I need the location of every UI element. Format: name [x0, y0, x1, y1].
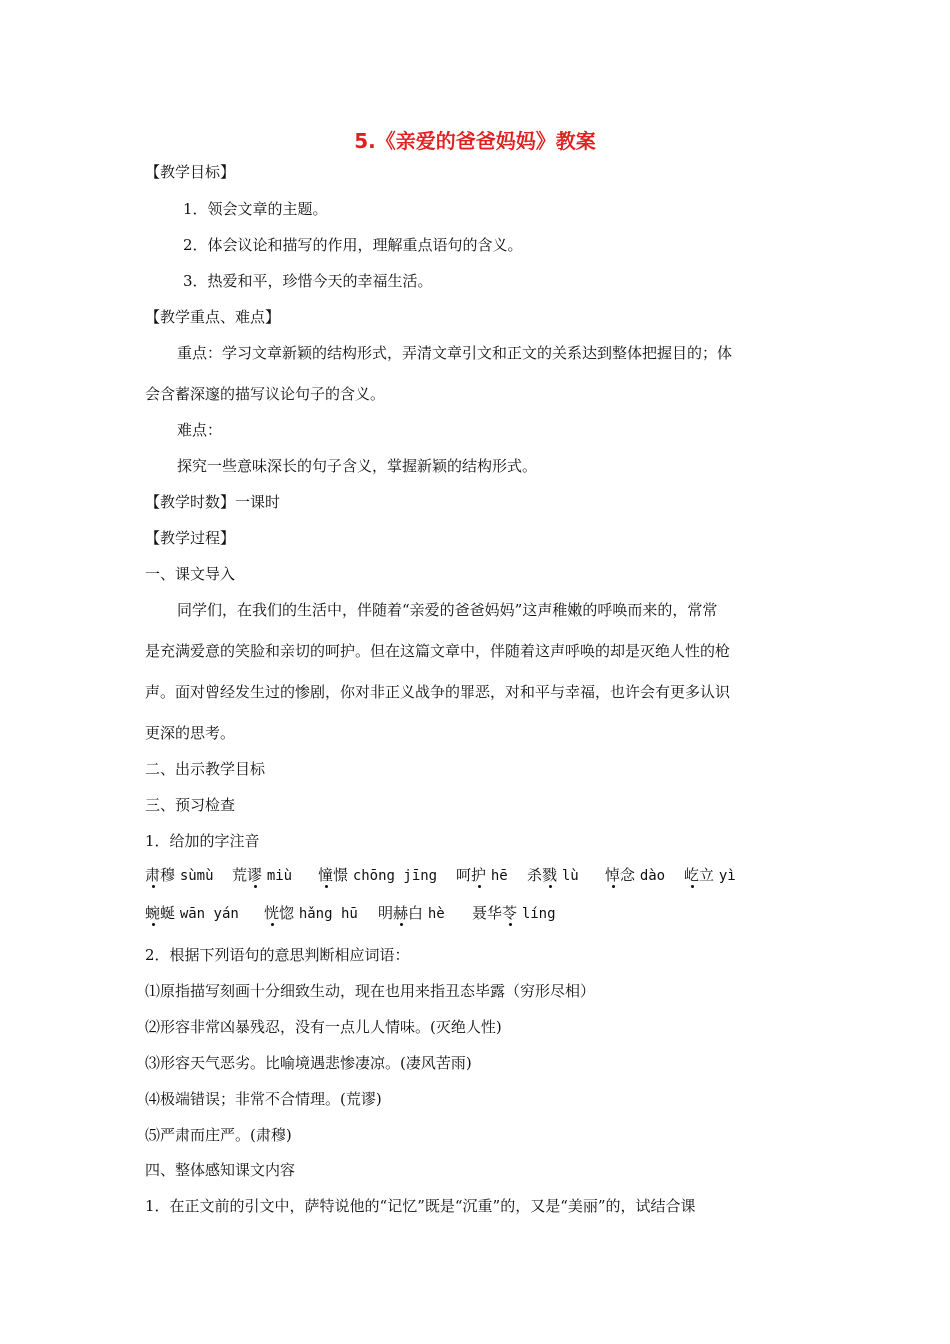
q2-item-1: ⑴原指描写刻画十分细致生动，现在也用来指丑态毕露（穷形尽相）	[145, 982, 596, 1000]
pinyin-item: 憧憬 chōng jīng	[318, 866, 438, 884]
focus-difficult-text: 探究一些意味深长的句子含义，掌握新颖的结构形式。	[177, 457, 538, 475]
pinyin-item: 呵护 hē	[456, 866, 508, 884]
section-heading-process: 【教学过程】	[145, 529, 236, 547]
pinyin-item: 聂华苓 líng	[472, 904, 556, 922]
pinyin-item: 荒谬 miù	[232, 866, 293, 884]
goal-item-1: 1．领会文章的主题。	[183, 200, 328, 218]
q2-item-3: ⑶形容天气恶劣。比喻境遇悲惨凄凉。(凄风苦雨)	[145, 1054, 472, 1072]
overall-question-1: 1．在正文前的引文中，萨特说他的“记忆”既是“沉重”的，又是“美丽”的，试结合课	[145, 1197, 696, 1215]
goal-item-2: 2．体会议论和描写的作用，理解重点语句的含义。	[183, 236, 523, 254]
intro-paragraph-line-2: 是充满爱意的笑脸和亲切的呵护。但在这篇文章中，伴随着这声呼唤的却是灭绝人性的枪	[145, 642, 731, 660]
question-2: 2．根据下列语句的意思判断相应词语：	[145, 946, 410, 964]
preview-heading: 三、预习检查	[145, 796, 236, 814]
pinyin-item: 悼念 dào	[605, 866, 666, 884]
intro-paragraph-line-1: 同学们，在我们的生活中，伴随着“亲爱的爸爸妈妈”这声稚嫩的呼唤而来的，常常	[177, 601, 718, 619]
pinyin-item: 屹立 yì	[684, 866, 736, 884]
section-heading-goals: 【教学目标】	[145, 163, 236, 181]
goal-item-3: 3．热爱和平，珍惜今天的幸福生活。	[183, 272, 433, 290]
page-title: 5.《亲爱的爸爸妈妈》教案	[354, 129, 596, 153]
focus-key-line-2: 会含蓄深邃的描写议论句子的含义。	[145, 385, 386, 403]
q2-item-5: ⑸严肃而庄严。(肃穆)	[145, 1126, 292, 1144]
q2-item-4: ⑷极端错误；非常不合情理。(荒谬)	[145, 1090, 382, 1108]
pinyin-item: 杀戮 lù	[527, 866, 579, 884]
pinyin-item: 蜿蜒 wān yán	[145, 904, 239, 922]
intro-heading: 一、课文导入	[145, 565, 236, 583]
pinyin-item: 肃穆 sùmù	[145, 866, 214, 884]
pinyin-item: 明赫白 hè	[378, 904, 445, 922]
pinyin-item: 恍惚 hǎng hū	[264, 904, 358, 922]
overall-heading: 四、整体感知课文内容	[145, 1161, 296, 1179]
show-goals-heading: 二、出示教学目标	[145, 760, 266, 778]
question-1: 1．给加的字注音	[145, 832, 260, 850]
focus-difficult-label: 难点：	[177, 421, 223, 439]
intro-paragraph-line-3: 声。面对曾经发生过的惨剧，你对非正义战争的罪恶，对和平与幸福，也许会有更多认识	[145, 683, 731, 701]
q2-item-2: ⑵形容非常凶暴残忍，没有一点儿人情味。(灭绝人性)	[145, 1018, 502, 1036]
focus-key-line-1: 重点：学习文章新颖的结构形式，弄清文章引文和正文的关系达到整体把握目的；体	[177, 344, 733, 362]
intro-paragraph-line-4: 更深的思考。	[145, 724, 236, 742]
section-heading-focus: 【教学重点、难点】	[145, 308, 281, 326]
teaching-hours: 【教学时数】一课时	[145, 493, 281, 511]
